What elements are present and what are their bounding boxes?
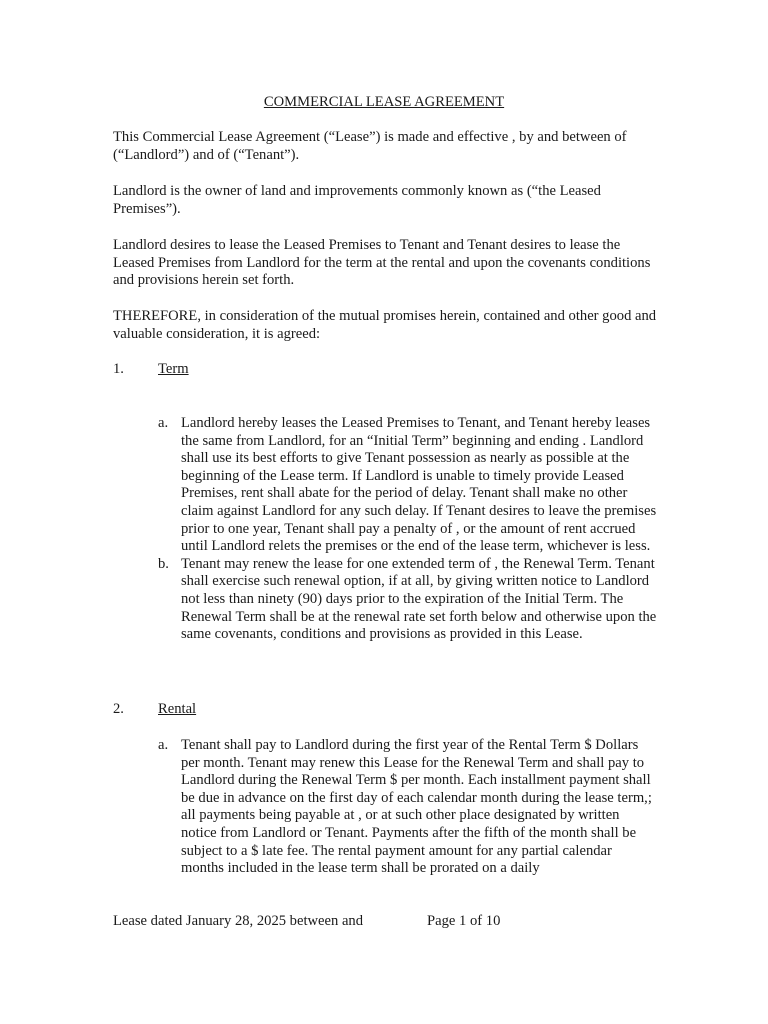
clause-text: Tenant may renew the lease for one extended term of , the Renewal Term. Tenant shall exercise such renewal option, if at all, by giving written notice to Landlord not less than ninety (90) days prior to the expiration of the Initial Term. The Renewal Term shall be at the renewal rate set forth below and otherwise upon the same covenants, conditions and provisions as provided in this Lease. <box>181 555 657 643</box>
document-title: COMMERCIAL LEASE AGREEMENT <box>263 94 505 110</box>
section-number: 2. <box>113 701 124 717</box>
intro-paragraph: This Commercial Lease Agreement (“Lease”) is made and effective , by and between of (“Landlord”) and of (“Tenant”). <box>113 129 627 163</box>
list-marker: a. <box>158 737 169 753</box>
section-label: Term <box>158 361 189 377</box>
list-item <box>158 415 658 556</box>
list-item <box>158 737 658 878</box>
section-label: Rental <box>158 701 197 717</box>
clause-text: Landlord hereby leases the Leased Premises to Tenant, and Tenant hereby leases the same from Landlord, for an “Initial Term” beginning and ending . Landlord shall use its best efforts to give Tenant possession as nearly as possible at the beginning of the Lease term. If Landlord is unable to timely provide Leased Premises, rent shall abate for the period of delay. Tenant shall make no other claim against Landlord for any such delay. If Tenant desires to leave the premises prior to one year, Tenant shall pay a penalty of , or the amount of rent accrued until Landlord relets the premises or the end of the lease term, whichever is less. <box>181 415 657 555</box>
therefore-paragraph: THEREFORE, in consideration of the mutual promises herein, contained and other good and valuable consideration, it is agreed: <box>113 308 657 342</box>
footer-lease-date: Lease dated January 28, 2025 between and <box>113 913 364 929</box>
list-marker: a. <box>158 415 169 431</box>
clause-text: Tenant shall pay to Landlord during the first year of the Rental Term $ Dollars per month. Tenant may renew this Lease for the Renewal Term and shall pay to Landlord during the Renewal Term $ per month. Each installment payment shall be due in advance on the first day of each calendar month during the lease term,; all payments being payable at , or at such other place designated by written notice from Landlord or Tenant. Payments after the fifth of the month shall be subject to a $ late fee. The rental payment amount for any partial calendar months included in the lease term shall be prorated on a daily <box>181 737 652 877</box>
list-item <box>158 556 658 644</box>
section-number: 1. <box>113 361 124 377</box>
desire-paragraph: Landlord desires to lease the Leased Premises to Tenant and Tenant desires to lease the Leased Premises from Landlord for the term at the rental and upon the covenants conditions and provisions herein set forth. <box>113 237 651 289</box>
premises-paragraph: Landlord is the owner of land and improvements commonly known as (“the Leased Premises”). <box>113 183 601 217</box>
footer-page-number: Page 1 of 10 <box>427 913 501 929</box>
list-marker: b. <box>158 555 169 572</box>
term-clause-list <box>158 415 658 644</box>
page-footer <box>113 913 658 931</box>
rental-clause-list <box>158 737 658 879</box>
